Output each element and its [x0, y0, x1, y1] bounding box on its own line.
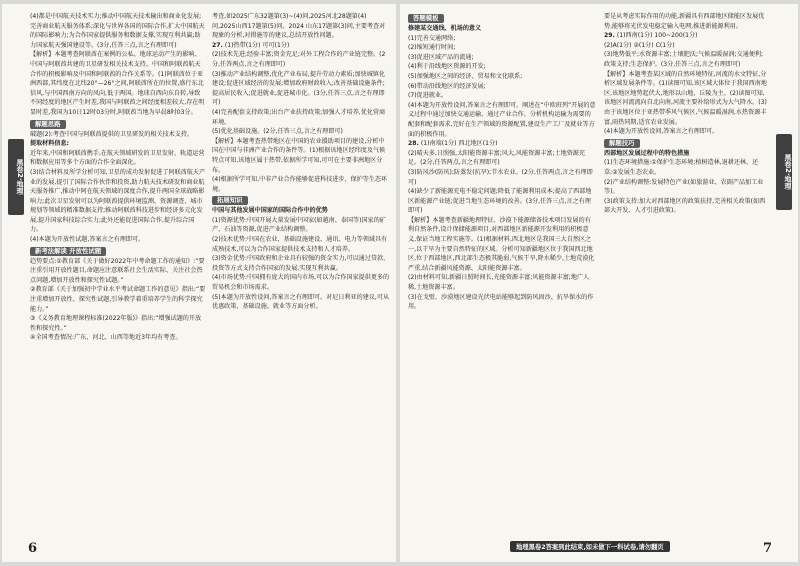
paragraph — [30, 168, 206, 235]
paragraph-text: (3)防风沙(防风);防蒸发(抗旱);节水农业。(2分,任答两点,言之有理即可) — [408, 168, 593, 186]
section-header: 新考法解读 开放性试题 — [30, 247, 106, 256]
right-column-2 — [604, 12, 768, 216]
paragraph — [408, 149, 596, 168]
paragraph — [212, 12, 390, 41]
page-number: 7 — [762, 541, 772, 556]
paragraph-text: (4)缺少了新能源充电不稳定问题;降低了能源利用成本;提高了西部地区新能源产业链;促进当地生态环境的改善。(3分,任答三点,言之有理即可) — [408, 188, 592, 215]
paragraph-text: (3)推动产业结构调整,优化产业布局,提升劳动力素质;加快城镇化建设;促进区域经济的发展;增加政府财政收入;改善基础设施条件;提高居民收入;促进就业,促进城市化。(3分,任答三点,言之有理即可) — [212, 70, 385, 107]
paragraph — [30, 149, 206, 168]
paragraph-text: (2)技术先进;经验丰富;资金充足;对外工程合作的产业链完整。(2分,任答两点,言之有理即可) — [212, 51, 386, 68]
paragraph — [30, 333, 206, 343]
paragraph-text: 趋势要点:①教育部《关于做好2022年中考命题工作的通知》:“要注重引用开放性题目,命题应注意联系社会生活实际、关注社会热点问题,增加开放性和探究性试题。” — [30, 257, 205, 284]
paragraph-text: ②教育部《关于加强初中学业水平考试命题工作的意见》指出:“要注重增加开放性、探究性试题,引导教学着重培养学生的科学探究能力。” — [30, 286, 206, 313]
paragraph — [212, 70, 390, 108]
subheading: 提取材料信息: — [30, 140, 69, 148]
paragraph — [604, 41, 768, 51]
section-header: 解题技巧 — [604, 139, 640, 148]
paragraph-text: (2)缩短通行时间; — [408, 44, 456, 52]
paragraph — [408, 273, 596, 292]
question-answer — [212, 41, 390, 51]
paragraph-text: ④全国考查情况:广东、河北、山西等地近3年均有考查。 — [30, 334, 182, 342]
section-header-row — [30, 118, 206, 130]
paragraph-text: (5)本题为开放性设问,答案言之有理即可。对尼日利亚的建议,可从优惠政策、基础设施、就业等方面分析。 — [212, 293, 390, 311]
paragraph — [408, 53, 596, 63]
paragraph-text: 破题(2):考查中国与阿联酋提供的卫星研发的相关技术支持。 — [30, 130, 194, 138]
paragraph-text: (4)根据所学可知,中非产业合作能够促进科技进步、保护等生态环境。 — [212, 176, 388, 193]
paragraph — [30, 257, 206, 286]
paragraph-text: (1)生态环境措施:①保护生态环境;植树造林,退耕还林、还草;②发展生态农业。 — [604, 159, 759, 176]
paragraph-text: (2)产业结构调整:发展特色产业(如旅游业、农副产品加工业等)。 — [604, 178, 764, 196]
paragraph — [30, 50, 206, 117]
right-column-1 — [408, 12, 596, 312]
paragraph — [604, 50, 768, 69]
question-number: 28. — [408, 140, 421, 148]
right-page — [400, 4, 798, 562]
paragraph-text: 近年来,中国和阿联酋携手,在航天领域研发的卫星发射、轨道运营和数据应用等多个方面的合作全面深化。 — [30, 149, 205, 167]
paragraph-text: (2)技术优势:中国在农业、基础设施建设、通讯、电力等领域具有成熟技术,可以为合作国家提供技术支持和人才培养。 — [212, 236, 388, 253]
paragraph-text: 【解析】本题考查新疆地理特征、沙漠下能源储备技术项目发展的有利自然条件,设计保储能源项目,对西部地区新能源开发利用的积极意义,保证当地工程实施等。(1)根据材料,西北地区是我国三大自然区之一,以干旱为主要自然特征的区域。分析可知新疆地区位于我国西北地区,位于西部地区,西北部生态极其脆弱,气候干旱,降水稀少,土地荒漠化严重,结合新疆风能资源、太阳能资源丰富。 — [408, 216, 595, 272]
paragraph — [408, 216, 596, 274]
paragraph — [212, 254, 390, 273]
paragraph-text: 【解析】本题考查热带地区在中国的农业援助项目的建设,分析中国在中国与非洲产业合作的条件等。(1)根据该地区经纬度及气候特点可知,该地区属于热带,依据所学可知,可可在主要非洲地区分布。 — [212, 137, 386, 174]
paragraph — [212, 108, 390, 127]
paragraph-text: (1)南端(1分) 西北地区(1分) — [420, 140, 498, 148]
subheading: 修建某交通线、机场的意义 — [408, 25, 482, 32]
paragraph — [408, 82, 596, 92]
paragraph — [604, 178, 768, 197]
paragraph — [408, 168, 596, 187]
paragraph — [604, 197, 768, 216]
question-number: 27. — [212, 41, 225, 49]
paragraph-text: (3)在戈壁、沙漠地区建设光伏电站能够起到防风固沙、抗旱保水的作用。 — [408, 293, 594, 311]
paragraph — [30, 314, 206, 333]
paragraph-text: (1)完善交通网络; — [408, 34, 456, 42]
paragraph — [604, 70, 768, 128]
paragraph — [212, 216, 390, 235]
paragraph — [604, 12, 768, 31]
paragraph — [30, 285, 206, 314]
paragraph-text: (5)加强地区之间的经济、贸易和文化联系; — [408, 72, 523, 80]
paragraph-text: (3)资金优势:中国政府和企业具有较强的资金实力,可以通过贷款、投资等方式支持合作国家的发展,实现互利共赢。 — [212, 255, 390, 272]
paragraph-text: (2)晴天多,日照强,太阳能资源丰富;风大,风能资源丰富;土地资源充足。(2分,任答两点,言之有理即可) — [408, 149, 585, 167]
paragraph-text: (1)热带(1分) 可可(1分) — [224, 41, 290, 49]
paragraph-text: (3)政策支持:加大对西部地区的政策扶持,完善相关政策(如西部大开发、人才引进政策)。 — [604, 197, 766, 215]
paragraph — [212, 50, 390, 69]
paragraph-text: (4)完善配套支持政策;出台产业扶持政策;加强人才培养,优化营商环境。 — [212, 108, 386, 126]
question-answer — [408, 139, 596, 149]
section-header-row — [408, 12, 596, 24]
paragraph — [30, 12, 206, 50]
left-page — [2, 4, 396, 562]
section-header-row — [604, 137, 768, 149]
section-header: 拓展知识 — [212, 196, 248, 205]
paragraph — [212, 175, 390, 194]
subheading: 西部地区发展过程中的特色措施 — [604, 149, 690, 157]
section-header: 解题思路 — [30, 120, 66, 129]
paragraph — [408, 43, 596, 53]
paragraph-text: (1)资源优势:中国开展大量发展中国家(如越南、泰国等)国家的矿产、石油等资源,促进产业结构调整。 — [212, 216, 386, 234]
paragraph-text: (6)带动沿线地区的经济发展; — [408, 82, 486, 90]
paragraph — [408, 72, 596, 82]
paragraph-text: 【解析】本题考查阿联酋在案例的公私、地球运动产生的影响、中国与阿联酋共建的卫星研发相关技术支持、中国和阿联酋航天合作的积极影响及中国和阿联酋的合作关系等。(1)阿联酋位于亚洲西部,其纬度在北纬20°—26°之间,阿联酋所在的位置,盛行东北信风,与中国西南方向的风向,低于两国。地球自西向东自转,导致不同经度的地区产生时差,我国与阿联酋之间经度相差较大,存在明显时差,我国为10日12时03分时,阿联酋当地为早晨8时03分。 — [30, 51, 205, 116]
paragraph-text: (2)由材料可知,新疆日照时间长,光能资源丰富;风能资源丰富;地广人稀,土地资源丰富。 — [408, 274, 590, 292]
paragraph-text: (4)利于沿线地区资源的开发; — [408, 63, 486, 71]
paragraph-text: (4)本题为开放性试题,答案言之有理即可。 — [30, 236, 145, 244]
paragraph — [408, 34, 596, 44]
question-number: 29. — [604, 32, 617, 40]
paragraph-text: (4)都是中国航天技术实力;推动中国航天技术输出和商业化发展;完善商业航天服务体系;深化与世界各国的国际合作,扩大中国航天的国际影响力;为合作国家提供服务和数据支撑,实现互利共赢;助力国家航天强国建设等。(3分,任答三点,言之有理即可) — [30, 13, 205, 49]
paragraph — [212, 235, 390, 254]
section-header: 答题模板 — [408, 14, 444, 23]
left-column-1 — [30, 12, 206, 343]
paragraph — [408, 293, 596, 312]
side-tab: 黑卷2·地理 — [8, 139, 24, 215]
paragraph — [30, 130, 206, 140]
section-header-row — [212, 194, 390, 206]
paragraph — [212, 127, 390, 137]
paragraph-text: (2)A(1分) ②(1分) C(1分) — [604, 41, 675, 49]
paragraph-text: (4)市场优势:中国拥有庞大的国内市场,可以为合作国家提供更多的贸易机会和市场需求。 — [212, 274, 390, 292]
paragraph — [212, 137, 390, 175]
paragraph-text: (1)西南(1分) 100~200(1分) — [616, 32, 698, 40]
paragraph — [30, 235, 206, 245]
paragraph — [604, 158, 768, 177]
paragraph-text: (4)本题为开放性设问,答案言之有理即可。 — [604, 128, 719, 136]
paragraph-text: 要是从考虑实际作用的功能,新疆具有西部地区储能区发展优势,能够将光伏发电稳定输入电网,推进新能源利用。 — [604, 13, 765, 30]
paragraph-text: (5)优化基础设施。(2分,任答三点,言之有理即可) — [212, 128, 343, 136]
page-number: 6 — [28, 541, 38, 556]
paragraph — [408, 91, 596, 101]
paragraph — [408, 187, 596, 216]
paragraph — [212, 273, 390, 292]
question-answer — [604, 31, 768, 41]
side-tab: 黑卷2·地理 — [776, 134, 792, 210]
paragraph-text: (7)促进就业。 — [408, 92, 448, 100]
paragraph-text: (3)结合材料及所学分析可知,卫星的成功发射促进了阿联酋航天产业的发展,提引了国际合作伙伴和投资,助力航天技术研发和商业航天服务推广,推动中阿在航天领域的深度合作,提升两国全球战略影响力;此次卫星发射可以为阿联酋提供环境监测、资源调查、城市规划等领域的精准数据支持;推动阿联酋科技进步和经济多元化发展,提升国家科技综合实力;此外还能促进国际合作,提升综合国力。 — [30, 168, 206, 234]
paragraph — [212, 293, 390, 312]
paragraph-text: ③《义务教育地理课程标准(2022年版)》指出:“增强试题的开放性和探究性。” — [30, 315, 202, 332]
paragraph-text: (3)促进区域产品的流通; — [408, 53, 474, 61]
paragraph-text: (4)本题为开放性设问,答案言之有理即可。阐述在“中欧班列”开展的意义过程中通过加快交通运输、通过产业合作、分析机构运输为需要的配套和配套需求,完好在生产领域的资源配置,建设生产工厂及就业等方面的积极作用。 — [408, 101, 596, 138]
subheading: 中国与其他发展中国家的国际合作中的优势 — [212, 207, 328, 215]
paragraph — [408, 62, 596, 72]
paragraph-text: 【解析】本题考查某区域的自然环境特征,河流的水文特征,分析区域发展条件等。(1)读图可知,该区域大体位于我国西南地区,该地区地势起伏大,地形以山地、丘陵为主。(2)读图可知,该地区河流流向自北向南,河流主要补给形式为大气降水。(3)由于该地区位于亚热带季风气候区,气候温暖湿润,水热资源丰富,雨热同期,适宜农业发展。 — [604, 70, 767, 126]
footer-notice: 地理黑卷2答案到此结束,如未做下一科试卷,请勿翻页 — [510, 541, 670, 552]
paragraph-text: 考查,如2025广东32题第(3)~(4)问,2025河北28题第(4)问,2025山西17题第(5)问、2024 山东17题第(3)问,主要考查对现象的分析,对措施等的建议,总结开放性问题。 — [212, 13, 386, 40]
left-column-2 — [212, 12, 390, 312]
paragraph — [604, 127, 768, 137]
paragraph-text: (3)地势低平;水资源丰富;土壤肥沃;气候温暖湿润;交通便利;政策支持;生态保护。(3分,任答三点,言之有理即可) — [604, 51, 764, 68]
paragraph — [408, 101, 596, 139]
section-header-row — [30, 245, 206, 257]
